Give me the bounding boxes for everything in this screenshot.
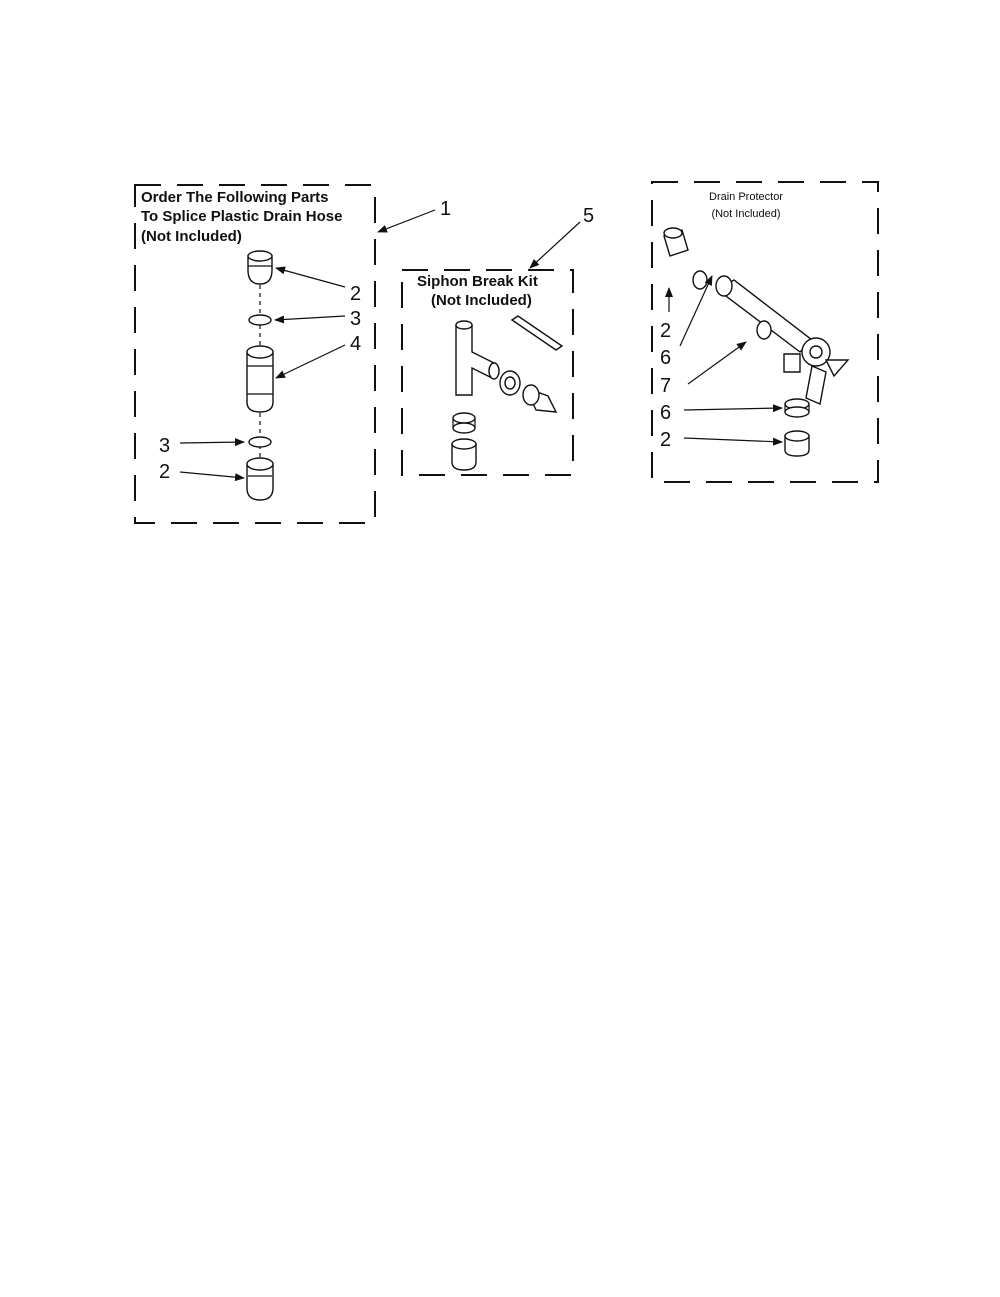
siphon-cup-part — [452, 439, 476, 470]
callout-splice-2-top: 2 — [350, 283, 362, 305]
callout-splice-2-bottom: 2 — [159, 461, 171, 483]
leader-drain-7 — [688, 342, 746, 384]
callout-drain-2-bottom: 2 — [660, 429, 672, 451]
leader-splice-2-top — [276, 268, 345, 287]
callout-splice-4: 4 — [350, 333, 362, 355]
hose-end-bottom-part — [247, 458, 273, 500]
drain-nut-top-part — [693, 271, 707, 289]
leader-splice-3-bottom — [180, 442, 244, 443]
callout-drain-6-bottom: 6 — [660, 402, 672, 424]
clamp-bottom-part — [249, 437, 271, 447]
siphon-adapter-part — [523, 385, 556, 412]
leader-splice-2-bottom — [180, 472, 244, 478]
callout-splice-3-top: 3 — [350, 308, 362, 330]
leader-splice-3-top — [275, 316, 345, 320]
splice-kit-group — [135, 185, 375, 523]
siphon-kit-group — [402, 270, 573, 475]
hose-connector-part — [247, 346, 273, 412]
siphon-kit-title-line-1: Siphon Break Kit — [417, 273, 538, 290]
splice-kit-title-line-1: Order The Following Parts — [141, 189, 329, 206]
siphon-tee-part — [456, 321, 499, 395]
drain-nut-bottom-part — [785, 399, 809, 417]
siphon-tie-part — [512, 316, 562, 350]
callout-drain-7: 7 — [660, 375, 672, 397]
callout-5: 5 — [583, 205, 595, 227]
drain-cup-bottom-part — [785, 431, 809, 456]
siphon-nut-part — [500, 371, 520, 395]
drain-protector-body-part — [716, 276, 848, 404]
leader-drain-6-bottom — [684, 408, 782, 410]
callout-drain-2-top: 2 — [660, 320, 672, 342]
leader-1 — [378, 210, 435, 232]
drain-cup-top-part — [664, 228, 688, 256]
leader-5 — [530, 222, 580, 268]
callout-drain-6-top: 6 — [660, 347, 672, 369]
drain-protector-title-line-1: Drain Protector — [709, 191, 783, 203]
leader-splice-4 — [276, 345, 345, 378]
splice-kit-title-line-2: To Splice Plastic Drain Hose — [141, 208, 343, 225]
clamp-top-part — [249, 315, 271, 325]
splice-kit-title-line-3: (Not Included) — [141, 228, 242, 245]
callout-1: 1 — [440, 198, 452, 220]
siphon-lower-nut-part — [453, 413, 475, 433]
siphon-kit-title-line-2: (Not Included) — [431, 292, 532, 309]
callout-splice-3-bottom: 3 — [159, 435, 171, 457]
drain-protector-group — [652, 182, 878, 482]
hose-end-top-part — [248, 251, 272, 284]
drain-protector-title-line-2: (Not Included) — [711, 208, 781, 220]
leader-drain-2-bottom — [684, 438, 782, 442]
